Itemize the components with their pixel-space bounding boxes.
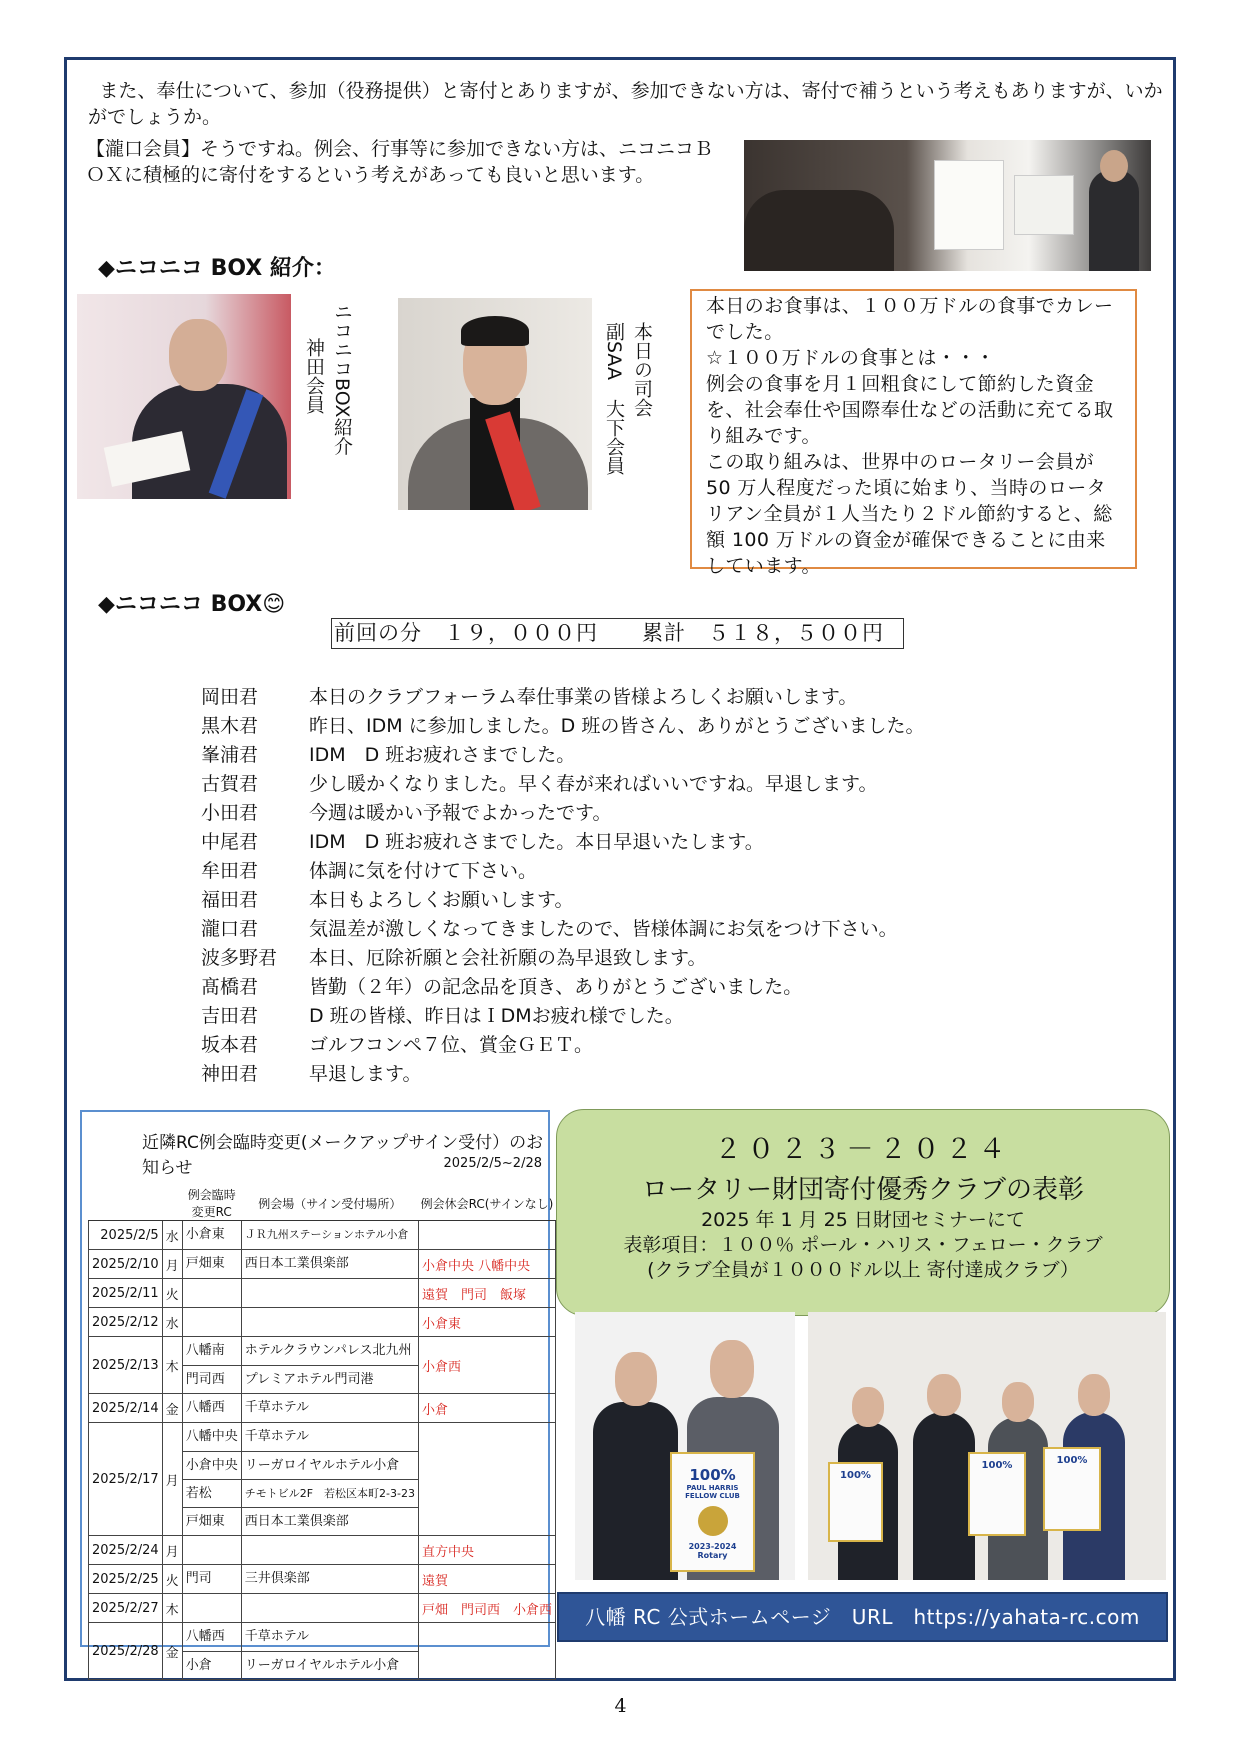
- schedule-range: 2025/2/5~2/28: [443, 1156, 542, 1171]
- oshita-caption-name: 副SAA 大下会員: [603, 322, 625, 475]
- schedule-weekday: 月: [162, 1250, 182, 1279]
- schedule-date: 2025/2/17: [89, 1423, 163, 1536]
- schedule-venue: 三井倶楽部: [244, 1571, 310, 1586]
- schedule-club: 八幡西: [185, 1400, 225, 1415]
- schedule-venues: [241, 1536, 418, 1565]
- schedule-closed-clubs: 小倉: [418, 1394, 555, 1423]
- nikoniko-message: 昨日、IDM に参加しました。D 班の皆さん、ありがとうございました。: [309, 715, 925, 737]
- schedule-row: [89, 1250, 556, 1279]
- schedule-closed-clubs: 小倉中央 八幡中央: [418, 1250, 555, 1279]
- schedule-weekday: 火: [162, 1279, 182, 1308]
- nikoniko-member-name: 波多野君: [201, 947, 278, 969]
- oshita-member-photo: [398, 298, 592, 510]
- schedule-clubs: [182, 1394, 241, 1423]
- schedule-clubs: [182, 1250, 241, 1279]
- schedule-closed-clubs: 小倉東: [418, 1308, 555, 1337]
- schedule-clubs: [182, 1337, 241, 1394]
- schedule-weekday: 火: [162, 1565, 182, 1594]
- nikoniko-row: [201, 799, 1101, 828]
- nikoniko-message: 早退します。: [309, 1063, 422, 1085]
- schedule-row: [89, 1594, 556, 1623]
- schedule-weekday: 月: [162, 1536, 182, 1565]
- award-years: ２０２３－２０２４: [714, 1134, 1012, 1165]
- nikoniko-message: 今週は暖かい予報でよかったです。: [309, 802, 612, 824]
- award-photo-two-members: [575, 1312, 795, 1580]
- kanda-member-photo: [77, 294, 291, 499]
- schedule-venues: [241, 1250, 418, 1279]
- schedule-weekday: 月: [162, 1423, 182, 1536]
- nikoniko-row: [201, 1060, 1101, 1089]
- meal-line: ☆１００万ドルの食事とは・・・: [706, 347, 996, 369]
- donation-summary: 前回の分 １９，０００円 累計 ５１８，５００円: [331, 618, 904, 649]
- schedule-clubs: [182, 1623, 241, 1680]
- nikoniko-member-name: 瀧口君: [201, 918, 259, 940]
- schedule-venue: 西日本工業倶楽部: [242, 1507, 418, 1535]
- schedule-club: 門司: [185, 1571, 212, 1586]
- award-date-line: 2025 年 1 月 25 日財団セミナーにて: [701, 1209, 1025, 1231]
- schedule-closed-clubs: [418, 1623, 555, 1680]
- schedule-weekday: 水: [162, 1308, 182, 1337]
- nikoniko-message: D 班の皆様、昨日はＩDMお疲れ様でした。: [309, 1005, 684, 1027]
- schedule-clubs: [182, 1221, 241, 1250]
- schedule-venues: [241, 1279, 418, 1308]
- nikoniko-message: IDM D 班お疲れさまでした。: [309, 744, 576, 766]
- nikoniko-intro-heading: ◆ニコニコ BOX 紹介：: [98, 256, 336, 281]
- reply-paragraph: 【瀧口会員】そうですね。例会、行事等に参加できない方は、ニコニコＢＯＸに積極的に寄付をするという考えがあっても良いと思います。: [86, 138, 714, 186]
- schedule-row: [89, 1394, 556, 1423]
- nikoniko-message: 本日もよろしくお願いします。: [309, 889, 574, 911]
- nikoniko-member-name: 神田君: [201, 1063, 259, 1085]
- nikoniko-row: [201, 886, 1101, 915]
- schedule-date: 2025/2/28: [89, 1623, 163, 1680]
- homepage-url-bar[interactable]: 八幡 RC 公式ホームページ URL https://yahata-rc.com: [557, 1592, 1168, 1642]
- schedule-venue: [242, 1594, 418, 1622]
- banner-pct: 100%: [840, 1470, 871, 1481]
- nikoniko-row: [201, 770, 1101, 799]
- schedule-row: [89, 1221, 556, 1250]
- nikoniko-row: [201, 944, 1101, 973]
- schedule-date: 2025/2/27: [89, 1594, 163, 1623]
- schedule-clubs: [182, 1423, 241, 1536]
- schedule-club: 門司西: [183, 1365, 241, 1393]
- meal-info-box: [690, 289, 1137, 577]
- schedule-club: 八幡南: [185, 1343, 225, 1358]
- nikoniko-member-name: 坂本君: [201, 1034, 259, 1056]
- schedule-closed-clubs: 遠賀 門司 飯塚: [418, 1279, 555, 1308]
- col-header-closed: 例会休会RC(サインなし): [418, 1186, 555, 1221]
- nikoniko-member-name: 峯浦君: [201, 744, 259, 766]
- schedule-weekday: 水: [162, 1221, 182, 1250]
- nikoniko-member-name: 福田君: [201, 889, 259, 911]
- nikoniko-member-name: 髙橋君: [201, 976, 259, 998]
- kanda-caption-name: 神田会員: [303, 338, 325, 414]
- schedule-venue: チモトビル2F 若松区本町2-3-23: [242, 1479, 418, 1507]
- schedule-date: 2025/2/12: [89, 1308, 163, 1337]
- nikoniko-row: [201, 857, 1101, 886]
- schedule-closed-clubs: 小倉西: [418, 1337, 555, 1394]
- schedule-venue: ホテルクラウンパレス北九州: [244, 1343, 412, 1358]
- intro-paragraph: また、奉仕について、参加（役務提供）と寄付とありますが、参加できない方は、寄付で補うという考えもありますが、いかがでしょうか。: [88, 80, 1163, 128]
- award-item-line: 表彰項目：１００％ ポール・ハリス・フェロー・クラブ: [623, 1234, 1103, 1256]
- schedule-venues: [241, 1221, 418, 1250]
- schedule-venue: 千草ホテル: [244, 1400, 310, 1415]
- schedule-date: 2025/2/25: [89, 1565, 163, 1594]
- schedule-closed-clubs: 遠賀: [418, 1565, 555, 1594]
- nikoniko-message: 本日のクラブフォーラム奉仕事業の皆様よろしくお願いします。: [309, 686, 858, 708]
- schedule-table: [88, 1186, 556, 1680]
- schedule-weekday: 金: [162, 1394, 182, 1423]
- schedule-venues: [241, 1623, 418, 1680]
- schedule-row: [89, 1565, 556, 1594]
- nikoniko-message: 本日、厄除祈願と会社祈願の為早退致します。: [309, 947, 707, 969]
- schedule-clubs: [182, 1565, 241, 1594]
- schedule-clubs: [182, 1594, 241, 1623]
- nikoniko-message: 少し暖かくなりました。早く春が来ればいいですね。早退します。: [309, 773, 878, 795]
- meal-line: 本日のお食事は、１００万ドルの食事でカレーでした。: [706, 295, 1114, 343]
- schedule-club: 八幡西: [185, 1629, 225, 1644]
- schedule-row: [89, 1423, 556, 1536]
- schedule-notice: [80, 1110, 554, 1673]
- nikoniko-box-heading: ◆ニコニコ BOX😊: [98, 592, 286, 617]
- nikoniko-member-name: 古賀君: [201, 773, 259, 795]
- meal-line: 例会の食事を月１回粗食にして節約した資金を、社会奉仕や国際奉仕などの活動に充てる取り組みです。: [706, 373, 1114, 447]
- banner-name: PAUL HARRIS FELLOW CLUB: [685, 1484, 740, 1500]
- nikoniko-member-name: 中尾君: [201, 831, 259, 853]
- banner-medal: [698, 1506, 728, 1536]
- nikoniko-message: ゴルフコンペ７位、賞金ＧＥＴ。: [309, 1034, 594, 1056]
- nikoniko-member-name: 岡田君: [201, 686, 259, 708]
- schedule-weekday: 木: [162, 1337, 182, 1394]
- meeting-speaker-photo: [744, 140, 1151, 271]
- schedule-row: [89, 1623, 556, 1680]
- schedule-venue: リーガロイヤルホテル小倉: [242, 1451, 418, 1479]
- col-header-club: 例会臨時変更RC: [182, 1186, 241, 1221]
- nikoniko-member-name: 牟田君: [201, 860, 259, 882]
- schedule-venue: [242, 1308, 418, 1336]
- nikoniko-row: [201, 741, 1101, 770]
- schedule-date: 2025/2/5: [89, 1221, 163, 1250]
- nikoniko-member-name: 吉田君: [201, 1005, 259, 1027]
- schedule-venues: [241, 1308, 418, 1337]
- schedule-club: 戸畑東: [185, 1256, 225, 1271]
- schedule-weekday: 木: [162, 1594, 182, 1623]
- schedule-weekday: 金: [162, 1623, 182, 1680]
- nikoniko-list: [201, 683, 1101, 1089]
- schedule-club: 八幡中央: [185, 1429, 238, 1444]
- banner-brand: Rotary: [697, 1551, 728, 1560]
- schedule-row: [89, 1337, 556, 1394]
- nikoniko-member-name: 小田君: [201, 802, 259, 824]
- nikoniko-row: [201, 712, 1101, 741]
- schedule-venues: [241, 1337, 418, 1394]
- nikoniko-row: [201, 1002, 1101, 1031]
- banner-pct: 100%: [689, 1466, 736, 1484]
- schedule-row: [89, 1536, 556, 1565]
- nikoniko-row: [201, 1031, 1101, 1060]
- kanda-caption-role: ニコニコBOX紹介: [331, 302, 353, 456]
- nikoniko-message: 皆勤（２年）の記念品を頂き、ありがとうございました。: [309, 976, 803, 998]
- schedule-venue: 千草ホテル: [244, 1629, 310, 1644]
- schedule-club: 小倉東: [185, 1227, 225, 1242]
- schedule-club: [183, 1594, 241, 1622]
- nikoniko-member-name: 黒木君: [201, 715, 259, 737]
- oshita-caption-role: 本日の司会: [631, 322, 653, 417]
- schedule-date: 2025/2/10: [89, 1250, 163, 1279]
- schedule-title: 近隣RC例会臨時変更(メークアップサイン受付）のお知らせ: [142, 1133, 544, 1178]
- schedule-closed-clubs: 戸畑 門司西 小倉西: [418, 1594, 555, 1623]
- schedule-club: 若松: [183, 1479, 241, 1507]
- schedule-club: 戸畑東: [183, 1507, 241, 1535]
- schedule-closed-clubs: 直方中央: [418, 1536, 555, 1565]
- nikoniko-row: [201, 828, 1101, 857]
- nikoniko-row: [201, 683, 1101, 712]
- schedule-venues: [241, 1594, 418, 1623]
- meal-line: この取り組みは、世界中のロータリー会員が 50 万人程度だった頃に始まり、当時のロータリアン全員が１人当たり２ドル節約すると、総額 100 万ドルの資金が確保できることに由来しています。: [706, 451, 1113, 577]
- schedule-clubs: [182, 1279, 241, 1308]
- schedule-club: 小倉中央: [183, 1451, 241, 1479]
- schedule-venues: [241, 1423, 418, 1536]
- schedule-row: [89, 1279, 556, 1308]
- kanda-caption: [300, 302, 356, 502]
- schedule-clubs: [182, 1308, 241, 1337]
- schedule-venue: 千草ホテル: [244, 1429, 310, 1444]
- schedule-date: 2025/2/13: [89, 1337, 163, 1394]
- schedule-club: [183, 1279, 241, 1307]
- banner-pct: 100%: [981, 1460, 1013, 1471]
- nikoniko-message: IDM D 班お疲れさまでした。本日早退いたします。: [309, 831, 764, 853]
- page-number: 4: [614, 1695, 627, 1717]
- schedule-row: [89, 1308, 556, 1337]
- schedule-closed-clubs: [418, 1423, 555, 1536]
- schedule-venue: [242, 1279, 418, 1307]
- award-photo-group: [808, 1312, 1166, 1580]
- schedule-venue: プレミアホテル門司港: [242, 1365, 418, 1393]
- banner-years: 2023-2024: [688, 1542, 737, 1551]
- banner-pct: 100%: [1056, 1455, 1088, 1466]
- schedule-clubs: [182, 1536, 241, 1565]
- schedule-club: 小倉: [183, 1651, 241, 1679]
- schedule-venue: 西日本工業倶楽部: [244, 1256, 349, 1271]
- schedule-club: [183, 1308, 241, 1336]
- award-notice: [556, 1109, 1170, 1316]
- schedule-date: 2025/2/24: [89, 1536, 163, 1565]
- schedule-date: 2025/2/11: [89, 1279, 163, 1308]
- col-header-venue: 例会場（サイン受付場所）: [241, 1186, 418, 1221]
- nikoniko-row: [201, 973, 1101, 1002]
- schedule-closed-clubs: [418, 1221, 555, 1250]
- award-title: ロータリー財団寄付優秀クラブの表彰: [641, 1175, 1084, 1205]
- schedule-venue: リーガロイヤルホテル小倉: [242, 1651, 418, 1679]
- schedule-venues: [241, 1394, 418, 1423]
- schedule-date: 2025/2/14: [89, 1394, 163, 1423]
- oshita-caption: [600, 322, 656, 522]
- nikoniko-row: [201, 915, 1101, 944]
- schedule-venue: [242, 1536, 418, 1564]
- schedule-club: [183, 1536, 241, 1564]
- schedule-venue: ＪＲ九州ステーションホテル小倉: [244, 1228, 409, 1241]
- award-note-line: (クラブ全員が１０００ドル以上 寄付達成クラブ）: [647, 1259, 1079, 1281]
- schedule-venues: [241, 1565, 418, 1594]
- nikoniko-message: 気温差が激しくなってきましたので、皆様体調にお気をつけ下さい。: [309, 918, 898, 940]
- nikoniko-message: 体調に気を付けて下さい。: [309, 860, 538, 882]
